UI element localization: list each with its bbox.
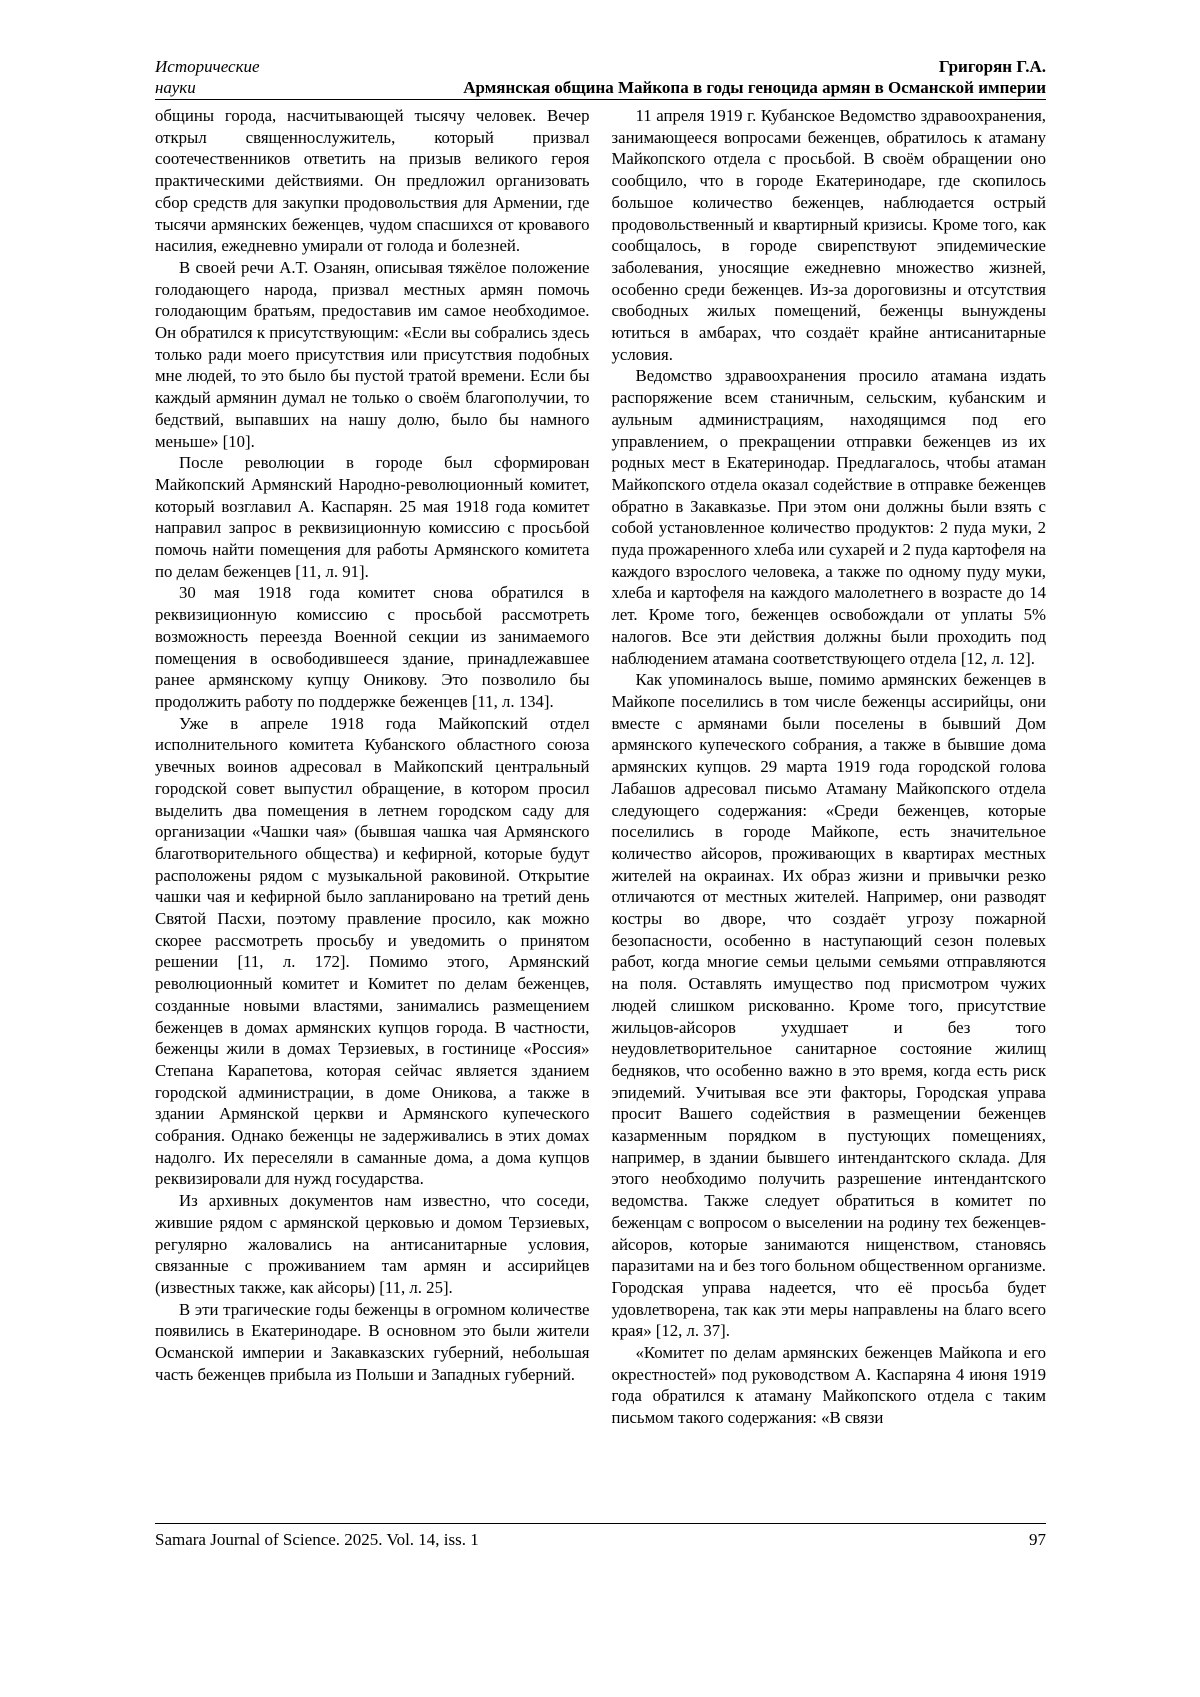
header-row-1: [155, 56, 1046, 77]
paragraph: общины города, насчитывающей тысячу человек. Вечер открыл священнослужитель, который призвал соотечественников ответить на призыв великого героя практическими действиями. Он предложил организовать сбор средств для закупки продовольствия для Армении, где тысячи армянских беженцев, чудом спасшихся от кровавого насилия, ежедневно умирали от голода и болезней.: [155, 106, 590, 256]
header-row-2: [155, 77, 1046, 98]
header-divider: [155, 99, 1046, 100]
paragraph: 11 апреля 1919 г. Кубанское Ведомство здравоохранения, занимающееся вопросами беженцев, обратилось к атаману Майкопского отдела с просьбой. В своём обращении оно сообщило, что в городе Екатеринодаре, где скопилось большое количество беженцев, наблюдается острый продовольственный и квартирный кризисы. Кроме того, как сообщалось, в городе свирепствуют эпидемические заболевания, уносящие ежедневно множество жизней, особенно среди беженцев. Из-за дороговизны и отсутствия свободных жилых помещений, беженцы вынуждены ютиться в амбарах, что создаёт крайне антисанитарные условия.: [611, 106, 1046, 364]
author-name: Григорян Г.А.: [938, 57, 1046, 76]
paragraph: В своей речи А.Т. Озанян, описывая тяжёлое положение голодающего народа, призвал местных армян помочь голодающим братьям, предоставив им самое необходимое. Он обратился к присутствующим: «Если вы собрались здесь только ради моего присутствия или присутствия подобных мне людей, то это было бы пустой тратой времени. Если бы каждый армянин думал не только о своём благополучии, то бедствий, выпавших на нашу долю, было бы намного меньше» [10].: [155, 257, 590, 451]
section-name-line2: науки: [155, 78, 196, 97]
paragraph: Как упоминалось выше, помимо армянских беженцев в Майкопе поселились в том числе беженцы ассирийцы, они вместе с армянами были поселены в бывший Дом армянского купеческого собрания, а также в бывшие дома армянских купцов. 29 марта 1919 года городской голова Лабашов адресовал письмо Атаману Майкопского отдела следующего содержания: «Среди беженцев, которые поселились в городе Майкопе, есть значительное количество айсоров, проживающих в квартирах местных жителей на окраинах. Их образ жизни и привычки резко отличаются от местных жителей. Например, они разводят костры во дворе, что создаёт угрозу пожарной безопасности, особенно в наступающий сезон полевых работ, когда многие семьи целыми семьями отправляются на поля. Оставлять имущество под присмотром чужих людей слишком рискованно. Кроме того, присутствие жильцов-айсоров ухудшает и без того неудовлетворительное санитарное состояние жилищ бедняков, что особенно важно в это время, когда есть риск эпидемий. Учитывая все эти факторы, Городская управа просит Вашего содействия в размещении беженцев казарменным порядком в пустующих помещениях, например, в здании бывшего интендантского склада. Для этого необходимо получить разрешение интендантского ведомства. Также следует обратиться в комитет по беженцам с вопросом о выселении на родину тех беженцев-айсоров, которые занимаются нищенством, становясь паразитами на и без того больном общественном организме. Городская управа надеется, что её просьба будет удовлетворена, так как эти меры направлены на благо всего края» [12, л. 37].: [611, 670, 1046, 1341]
paragraph: После революции в городе был сформирован Майкопский Армянский Народно-революционный комитет, который возглавил А. Каспарян. 25 мая 1918 года комитет направил запрос в реквизиционную комиссию с просьбой помочь найти помещения для работы Армянского комитета по делам беженцев [11, л. 91].: [155, 453, 590, 581]
section-name-line1: Исторические: [155, 57, 260, 76]
paragraph: Уже в апреле 1918 года Майкопский отдел исполнительного комитета Кубанского областного союза увечных воинов адресовал в Майкопский центральный городской совет выпустил обращение, в котором просил выделить два помещения в летнем городском саду для организации «Чашки чая» (бывшая чашка чая Армянского благотворительного общества) и кефирной, которые будут расположены рядом с музыкальной раковиной. Открытие чашки чая и кефирной было запланировано на третий день Святой Пасхи, поэтому правление просило, как можно скорее рассмотреть просьбу и уведомить о принятом решении [11, л. 172]. Помимо этого, Армянский революционный комитет и Комитет по делам беженцев, созданные новыми властями, занимались размещением беженцев в домах армянских купцов города. В частности, беженцы жили в домах Терзиевых, в гостинице «Россия» Степана Карапетова, которая сейчас является зданием городской администрации, в доме Оникова, а также в здании Армянской церкви и Армянского купеческого собрания. Однако беженцы не задерживались в этих домах надолго. Их переселяли в саманные дома, а дома купцов реквизировали для нужд государства.: [155, 713, 590, 1189]
article-body: [155, 105, 1046, 1519]
column-left: [155, 105, 590, 1519]
page-header: [155, 56, 1046, 98]
paragraph: «Комитет по делам армянских беженцев Майкопа и его окрестностей» под руководством А. Каспаряна 4 июня 1919 года обратился к атаману Майкопского отдела с таким письмом такого содержания: «В связи: [611, 1343, 1046, 1428]
journal-citation: Samara Journal of Science. 2025. Vol. 14, iss. 1: [155, 1530, 479, 1549]
paragraph: 30 мая 1918 года комитет снова обратился в реквизиционную комиссию с просьбой рассмотреть возможность переезда Военной секции из занимаемого помещения в освободившееся здание, принадлежавшее ранее армянскому купцу Оникову. Это позволило бы продолжить работу по поддержке беженцев [11, л. 134].: [155, 583, 590, 711]
paragraph: В эти трагические годы беженцы в огромном количестве появились в Екатеринодаре. В основном это были жители Османской империи и Закавказских губерний, небольшая часть беженцев прибыла из Польши и Западных губерний.: [155, 1299, 590, 1384]
article-title: Армянская община Майкопа в годы геноцида армян в Османской империи: [463, 78, 1046, 97]
page-footer: [155, 1523, 1046, 1550]
column-right: [612, 105, 1047, 1519]
paragraph: Из архивных документов нам известно, что соседи, жившие рядом с армянской церковью и домом Терзиевых, регулярно жаловались на антисанитарные условия, связанные с проживанием там армян и ассирийцев (известных также, как айсоры) [11, л. 25].: [155, 1191, 590, 1297]
page-number: 97: [1029, 1530, 1046, 1549]
paragraph: Ведомство здравоохранения просило атамана издать распоряжение всем станичным, сельским, кубанским и аульным администрациям, находящимся под его управлением, о прекращении отправки беженцев из их родных мест в Екатеринодар. Предлагалось, чтобы атаман Майкопского отдела оказал содействие в отправке беженцев обратно в Закавказье. При этом они должны были взять с собой установленное количество продуктов: 2 пуда муки, 2 пуда прожаренного хлеба или сухарей и 2 пуда картофеля на каждого взрослого человека, а также по одному пуду муки, хлеба и картофеля на каждого малолетнего в возрасте до 14 лет. Кроме того, беженцев освобождали от уплаты 5% налогов. Все эти действия должны были проходить под наблюдением атамана соответствующего отдела [12, л. 12].: [611, 366, 1046, 668]
